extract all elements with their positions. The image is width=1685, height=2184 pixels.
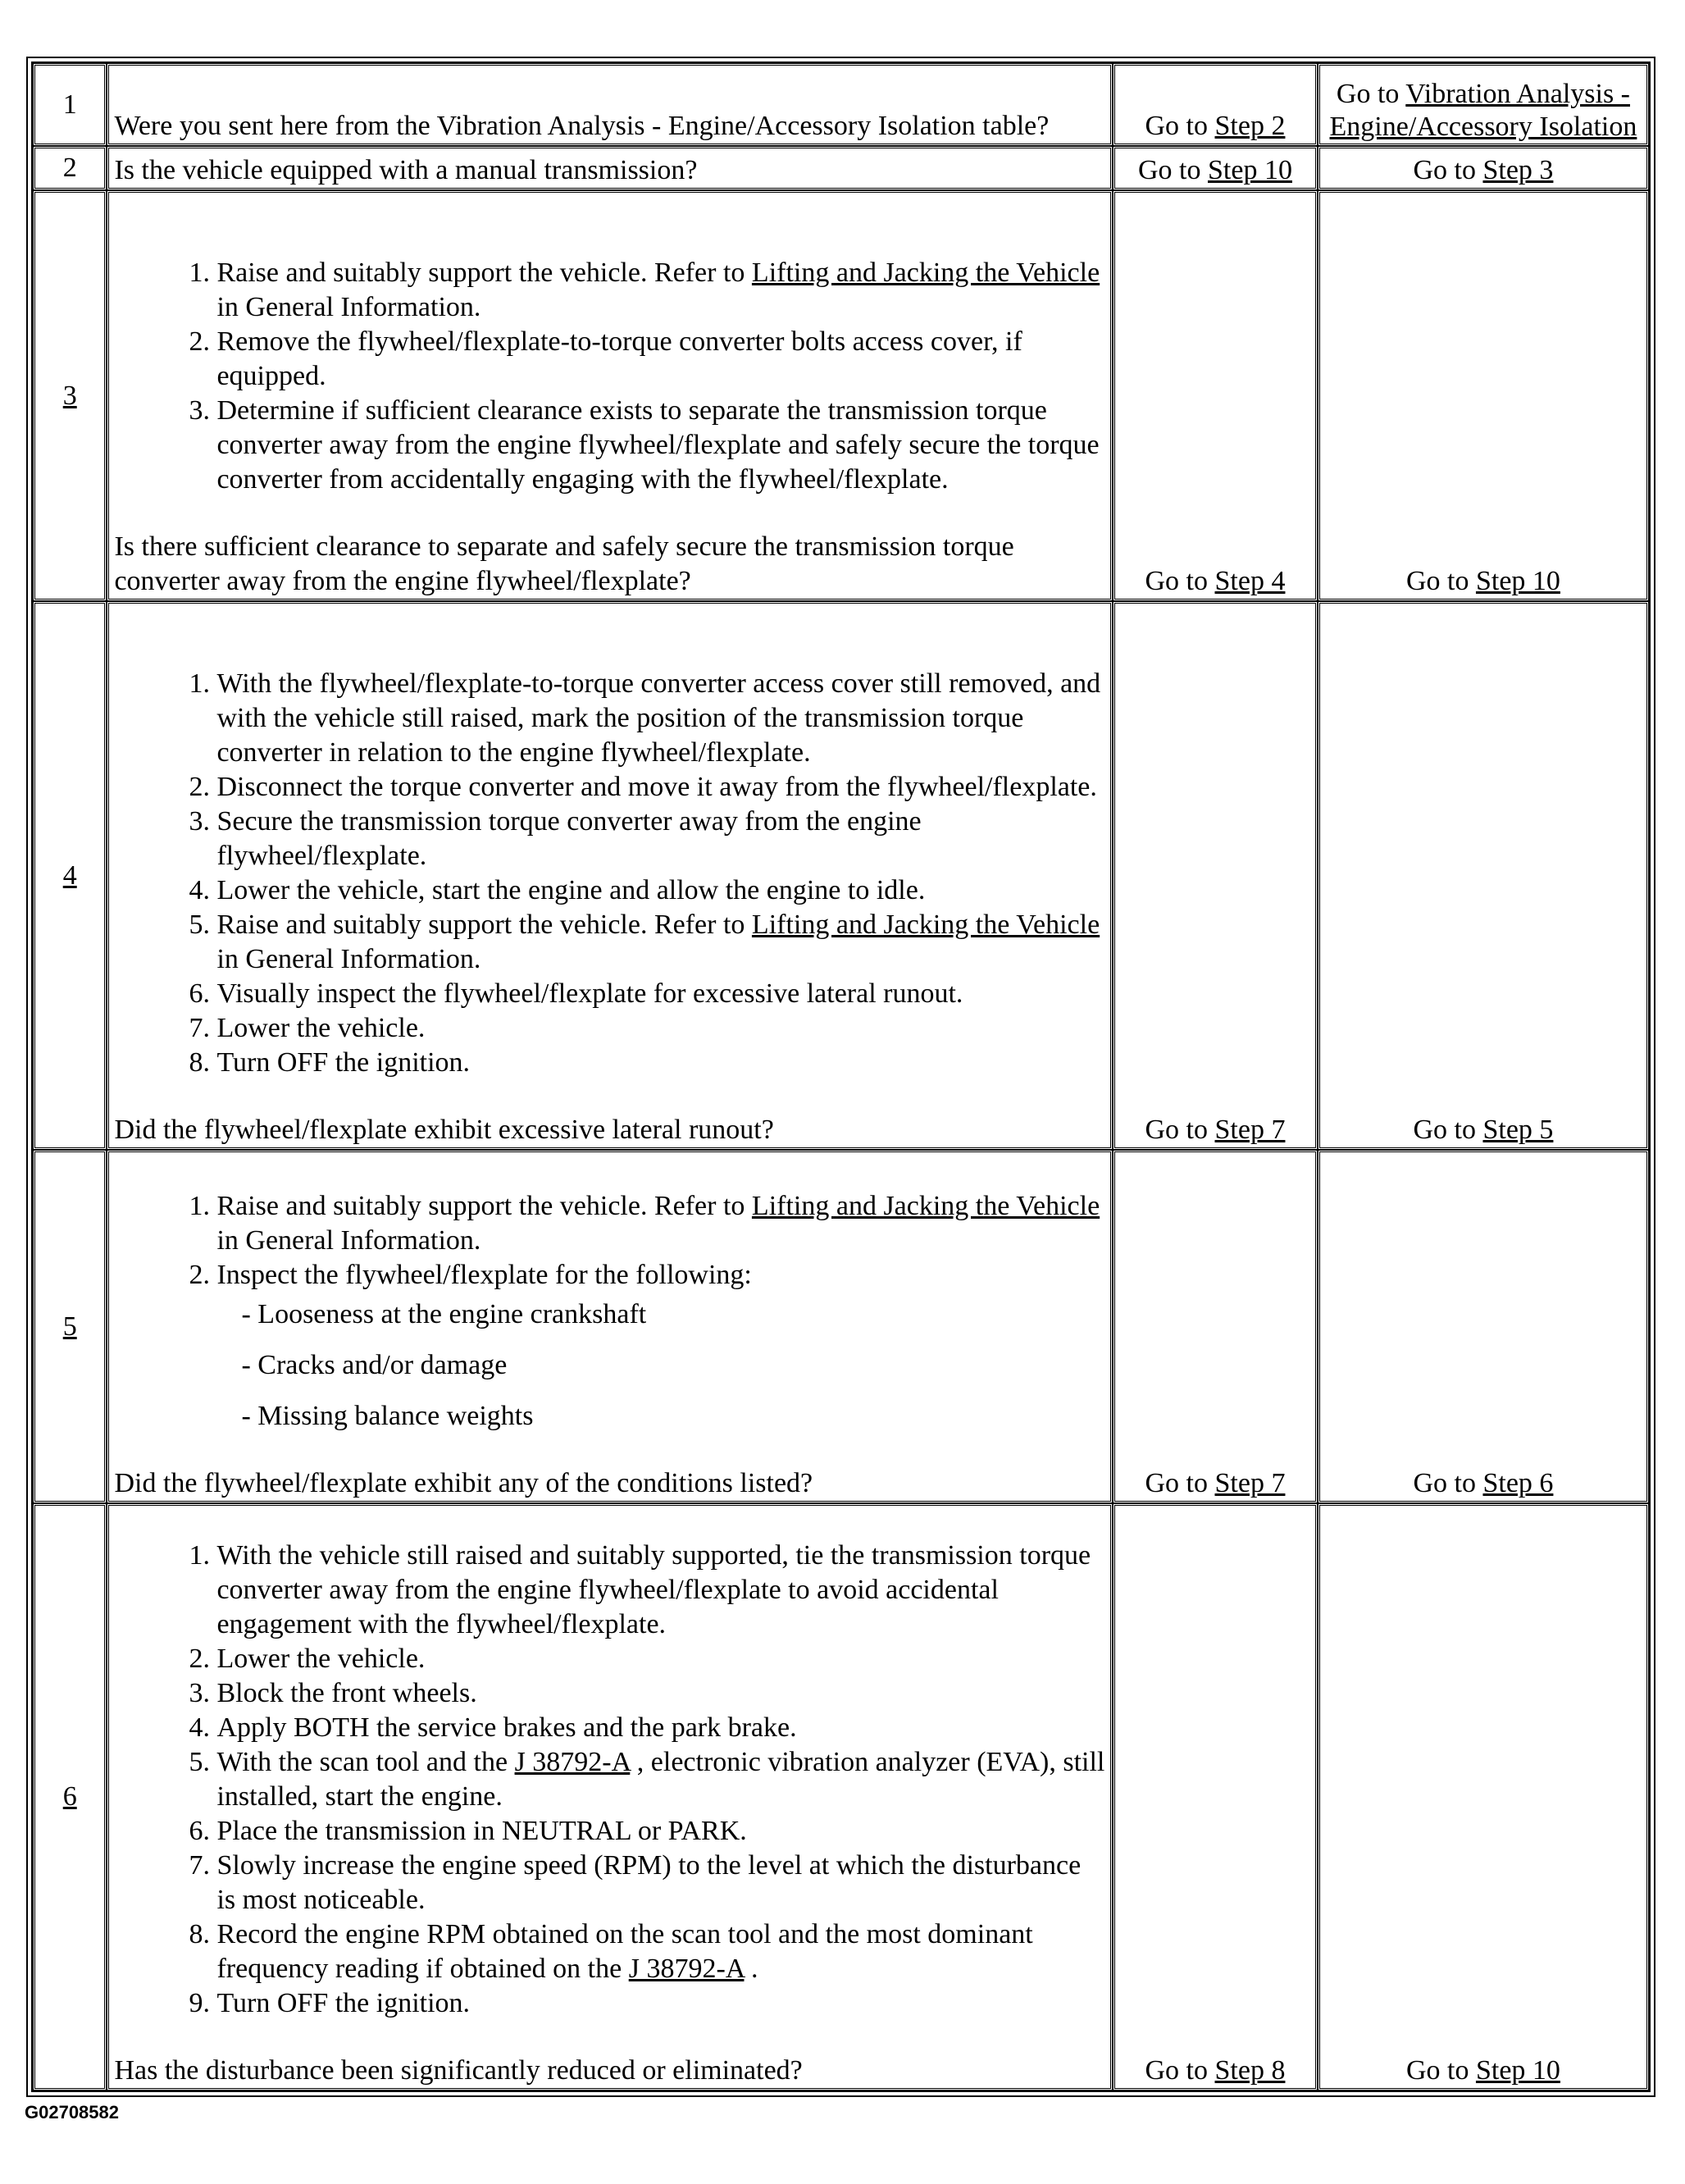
step-anchor[interactable]: 3 — [62, 380, 77, 411]
lifting-link[interactable]: Lifting and Jacking the Vehicle — [751, 910, 1100, 940]
table-row — [33, 1150, 1649, 1503]
list-item: 1. Raise and suitably support the vehicle. Refer to Lifting and Jacking the Vehicle in General Information. — [216, 256, 1105, 325]
step-description — [107, 601, 1113, 1150]
yes-action — [1113, 1503, 1318, 2091]
yes-link[interactable]: Step 10 — [1208, 155, 1292, 185]
yes-link[interactable]: Step 8 — [1214, 2055, 1286, 2086]
procedure-list — [114, 256, 1105, 497]
table-row — [33, 1503, 1649, 2091]
step-description — [107, 190, 1113, 601]
no-link[interactable]: Step 10 — [1475, 566, 1560, 596]
table-row — [33, 190, 1649, 601]
diagnostic-page — [31, 62, 1651, 2092]
list-item: 1. Raise and suitably support the vehicle. Refer to Lifting and Jacking the Vehicle in General Information. — [216, 1189, 1105, 1258]
step-question: Is the vehicle equipped with a manual transmission? — [107, 146, 1113, 190]
list-item: 7. Lower the vehicle. — [216, 1011, 1105, 1046]
yes-prefix: Go to — [1145, 1115, 1215, 1145]
yes-link[interactable]: Step 2 — [1214, 111, 1286, 141]
no-link[interactable]: Step 10 — [1475, 2055, 1560, 2086]
step-description — [107, 1503, 1113, 2091]
no-action — [1318, 146, 1649, 190]
table-row — [33, 63, 1649, 146]
step-number: 2 — [33, 146, 107, 190]
tool-link[interactable]: J 38792-A — [514, 1747, 631, 1777]
no-prefix: Go to — [1413, 1468, 1483, 1498]
procedure-list — [114, 1189, 1105, 1434]
list-item: 4. Apply BOTH the service brakes and the park brake. — [216, 1711, 1105, 1745]
no-action — [1318, 190, 1649, 601]
list-item: 5. With the scan tool and the J 38792-A , electronic vibration analyzer (EVA), still installed, start the engine. — [216, 1745, 1105, 1814]
step-number: 1 — [33, 63, 107, 146]
step-anchor[interactable]: 4 — [62, 859, 77, 891]
condition-item: - Cracks and/or damage — [241, 1348, 1105, 1383]
step-anchor[interactable]: 6 — [62, 1781, 77, 1812]
yes-prefix: Go to — [1145, 1468, 1215, 1498]
list-item: 8. Turn OFF the ignition. — [216, 1046, 1105, 1080]
list-item: 1. With the flywheel/flexplate-to-torque converter access cover still removed, and with the vehicle still raised, mark the position of the transmission torque converter in relation to the engine flywheel/flexplate. — [216, 667, 1105, 770]
yes-prefix: Go to — [1145, 566, 1215, 596]
list-item: 2. Inspect the flywheel/flexplate for the following: - Looseness at the engine crankshaft - Cracks and/or damage - Missing balance weights — [216, 1258, 1105, 1434]
condition-item: - Looseness at the engine crankshaft — [241, 1297, 1105, 1332]
step-question: Did the flywheel/flexplate exhibit any of the conditions listed? — [114, 1468, 813, 1498]
list-item: 5. Raise and suitably support the vehicle. Refer to Lifting and Jacking the Vehicle in General Information. — [216, 908, 1105, 977]
no-prefix: Go to — [1405, 2055, 1476, 2086]
tool-link[interactable]: J 38792-A — [628, 1954, 745, 1984]
step-question: Did the flywheel/flexplate exhibit excessive lateral runout? — [114, 1115, 774, 1145]
figure-id: G02708582 — [25, 2102, 119, 2122]
yes-action — [1113, 146, 1318, 190]
lifting-link[interactable]: Lifting and Jacking the Vehicle — [751, 258, 1100, 288]
list-item: 2. Disconnect the torque converter and move it away from the flywheel/flexplate. — [216, 770, 1105, 805]
yes-prefix: Go to — [1138, 155, 1208, 185]
no-link[interactable]: Step 5 — [1482, 1115, 1554, 1145]
list-item: 6. Place the transmission in NEUTRAL or PARK. — [216, 1814, 1105, 1849]
no-link[interactable]: Vibration Analysis - Engine/Accessory Isolation — [1329, 79, 1637, 142]
condition-list — [216, 1297, 1105, 1434]
list-item: 3. Block the front wheels. — [216, 1676, 1105, 1711]
lifting-link[interactable]: Lifting and Jacking the Vehicle — [751, 1191, 1100, 1221]
no-link[interactable]: Step 3 — [1482, 155, 1554, 185]
step-question: Is there sufficient clearance to separate and safely secure the transmission torque converter away from the engine flywheel/flexplate? — [114, 531, 1014, 596]
yes-link[interactable]: Step 7 — [1214, 1115, 1286, 1145]
no-action — [1318, 63, 1649, 146]
yes-action — [1113, 190, 1318, 601]
no-prefix: Go to — [1405, 566, 1476, 596]
step-description — [107, 1150, 1113, 1503]
no-prefix: Go to — [1413, 1115, 1483, 1145]
no-action — [1318, 1503, 1649, 2091]
list-item: 3. Determine if sufficient clearance exists to separate the transmission torque converter away from the engine flywheel/flexplate and safely secure the torque converter from accidentally engaging with the flywheel/flexplate. — [216, 394, 1105, 497]
step-question: Has the disturbance been significantly reduced or eliminated? — [114, 2055, 803, 2086]
yes-prefix: Go to — [1145, 111, 1215, 141]
step-number-link[interactable] — [33, 190, 107, 601]
no-action — [1318, 601, 1649, 1150]
list-item: 1. With the vehicle still raised and suitably supported, tie the transmission torque converter away from the engine flywheel/flexplate to avoid accidental engagement with the flywheel/flexplate. — [216, 1539, 1105, 1642]
procedure-list — [114, 667, 1105, 1080]
procedure-list — [114, 1539, 1105, 2021]
yes-action — [1113, 1150, 1318, 1503]
list-item: 2. Lower the vehicle. — [216, 1642, 1105, 1676]
step-number-link[interactable] — [33, 1150, 107, 1503]
yes-action — [1113, 601, 1318, 1150]
no-prefix: Go to — [1336, 79, 1406, 109]
yes-prefix: Go to — [1145, 2055, 1215, 2086]
list-item: 4. Lower the vehicle, start the engine and allow the engine to idle. — [216, 873, 1105, 908]
step-question: Were you sent here from the Vibration Analysis - Engine/Accessory Isolation table? — [107, 63, 1113, 146]
diagnostic-table — [31, 62, 1651, 2092]
list-item: 6. Visually inspect the flywheel/flexplate for excessive lateral runout. — [216, 977, 1105, 1011]
table-row — [33, 146, 1649, 190]
list-item: 9. Turn OFF the ignition. — [216, 1986, 1105, 2021]
step-anchor[interactable]: 5 — [62, 1311, 77, 1342]
yes-action — [1113, 63, 1318, 146]
no-prefix: Go to — [1413, 155, 1483, 185]
step-number-link[interactable] — [33, 601, 107, 1150]
list-item: 2. Remove the flywheel/flexplate-to-torque converter bolts access cover, if equipped. — [216, 325, 1105, 394]
step-number-link[interactable] — [33, 1503, 107, 2091]
list-item: 3. Secure the transmission torque converter away from the engine flywheel/flexplate. — [216, 805, 1105, 873]
yes-link[interactable]: Step 4 — [1214, 566, 1286, 596]
condition-item: - Missing balance weights — [241, 1399, 1105, 1434]
yes-link[interactable]: Step 7 — [1214, 1468, 1286, 1498]
table-row — [33, 601, 1649, 1150]
no-action — [1318, 1150, 1649, 1503]
no-link[interactable]: Step 6 — [1482, 1468, 1554, 1498]
list-item: 8. Record the engine RPM obtained on the scan tool and the most dominant frequency reading if obtained on the J 38792-A . — [216, 1917, 1105, 1986]
list-item: 7. Slowly increase the engine speed (RPM) to the level at which the disturbance is most noticeable. — [216, 1849, 1105, 1917]
